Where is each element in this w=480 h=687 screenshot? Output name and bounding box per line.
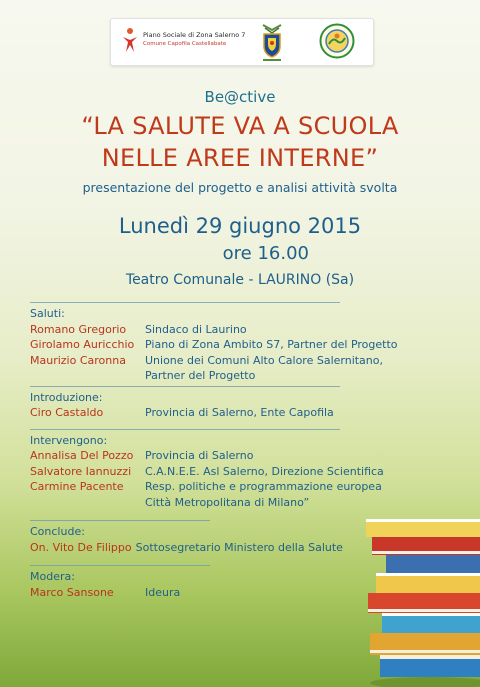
speaker-row	[30, 585, 398, 601]
speaker-name: On. Vito De Filippo	[30, 540, 132, 554]
speaker-row	[30, 322, 398, 338]
section-heading-saluti: Saluti:	[30, 307, 65, 320]
speaker-name: Romano Gregorio	[30, 322, 127, 336]
speaker-role: Provincia di Salerno, Ente Capofila	[145, 406, 334, 419]
speaker-role: Sottosegretario Ministero della Salute	[135, 540, 343, 554]
section-heading-conclude: Conclude:	[30, 525, 85, 538]
speaker-name: Carmine Pacente	[30, 480, 124, 493]
figure-logo-icon	[121, 26, 139, 54]
speaker-name: Maurizio Caronna	[30, 353, 126, 367]
coat-of-arms-icon	[257, 22, 287, 62]
speaker-row	[30, 337, 398, 353]
round-seal-icon	[319, 23, 355, 59]
brand-label: Be@ctive	[204, 88, 276, 106]
speaker-row	[30, 464, 398, 480]
divider	[30, 565, 210, 566]
speaker-row	[30, 448, 398, 464]
speaker-name: Annalisa Del Pozzo	[30, 449, 134, 462]
speaker-name: Salvatore Iannuzzi	[30, 464, 132, 478]
speaker-row	[30, 405, 398, 421]
speaker-role: C.A.N.E.E. Asl Salerno, Direzione Scientifica	[145, 464, 384, 478]
subtitle: presentazione del progetto e analisi attività svolta	[82, 180, 398, 195]
divider	[30, 520, 210, 521]
speaker-name: Ciro Castaldo	[30, 406, 104, 419]
title-line-1: “LA SALUTE VA A SCUOLA	[81, 112, 399, 140]
speaker-name: Girolamo Auricchio	[30, 338, 135, 351]
divider	[30, 302, 340, 303]
speaker-name: Marco Sansone	[30, 585, 114, 599]
speaker-row	[30, 479, 398, 495]
speaker-role: Piano di Zona Ambito S7, Partner del Progetto	[145, 338, 398, 351]
piano-sociale-logo	[121, 26, 245, 54]
speaker-role: Provincia di Salerno	[145, 449, 254, 462]
event-date: Lunedì 29 giugno 2015	[118, 214, 362, 238]
logo-subtitle: Comune Capofila Castellabate	[143, 41, 227, 47]
speaker-row	[30, 540, 398, 556]
speaker-role-continued: Partner del Progetto	[145, 369, 256, 382]
section-heading-modera: Modera:	[30, 570, 75, 583]
logo-name: Piano Sociale di Zona Salerno 7	[143, 31, 246, 39]
program	[30, 300, 398, 600]
speaker-role: Resp. politiche e programmazione europea	[145, 480, 382, 493]
logo-bar	[110, 18, 374, 66]
divider	[30, 429, 340, 430]
event-time: ore 16.00	[222, 243, 309, 264]
speaker-row	[30, 353, 398, 369]
speaker-role: Sindaco di Laurino	[145, 322, 247, 336]
speaker-role-continued: Città Metropolitana di Milano”	[145, 495, 310, 509]
book-stack-icon	[360, 505, 480, 687]
divider	[30, 386, 340, 387]
speaker-role: Ideura	[145, 585, 181, 599]
title-line-2: NELLE AREE INTERNE”	[101, 144, 379, 172]
speaker-role: Unione dei Comuni Alto Calore Salernitano,	[145, 353, 383, 367]
section-heading-intervengono: Intervengono:	[30, 433, 108, 447]
section-heading-introduzione: Introduzione:	[30, 390, 103, 404]
event-venue: Teatro Comunale - LAURINO (Sa)	[125, 272, 355, 288]
